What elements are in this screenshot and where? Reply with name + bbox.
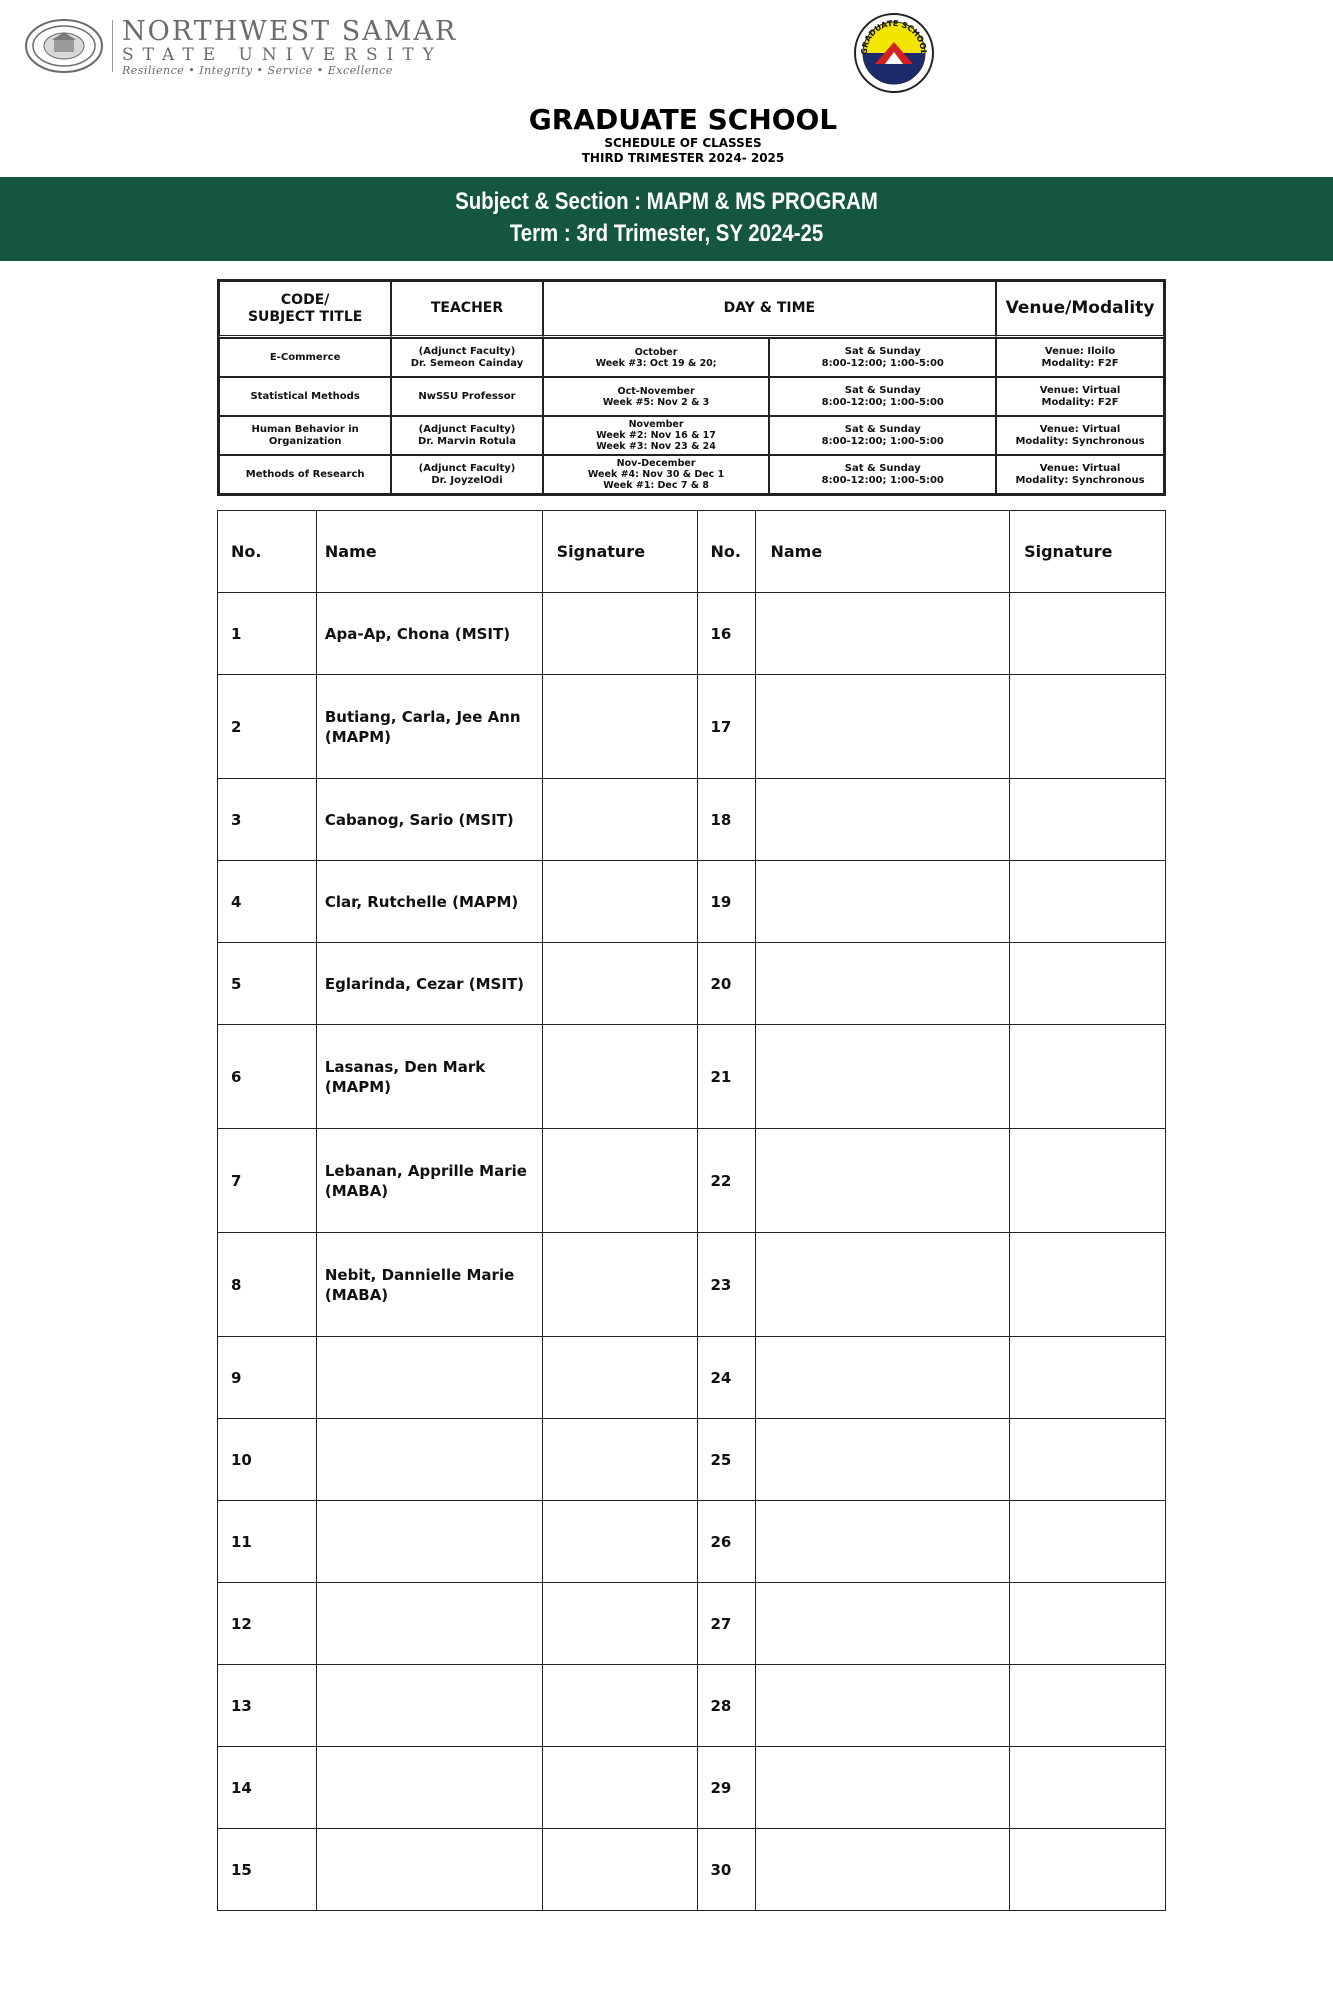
roster-number: 20: [698, 943, 756, 1025]
roster-number: 15: [218, 1829, 317, 1911]
roster-header-no-left: No.: [218, 511, 317, 593]
roster-header-no-right: No.: [698, 511, 756, 593]
schedule-header-row: [219, 281, 1164, 338]
signature-cell: [1010, 1025, 1166, 1129]
roster-name: [316, 1337, 542, 1419]
roster-name: [316, 1583, 542, 1665]
roster-name: [316, 1747, 542, 1829]
schedule-header-code: CODE/ SUBJECT TITLE: [219, 281, 391, 338]
roster-name: [756, 593, 1010, 675]
roster-header-signature-right: Signature: [1010, 511, 1166, 593]
table-row: [218, 1419, 1166, 1501]
banner-subject-section: Subject & Section : MAPM & MS PROGRAM: [455, 188, 878, 215]
signature-cell: [542, 1665, 698, 1747]
university-motto: Resilience • Integrity • Service • Excellence: [122, 64, 393, 77]
table-row: [218, 1583, 1166, 1665]
signature-cell: [542, 1583, 698, 1665]
page-subtitle-1: SCHEDULE OF CLASSES: [604, 136, 762, 150]
roster-number: 29: [698, 1747, 756, 1829]
roster-number: 30: [698, 1829, 756, 1911]
roster-header-row: [218, 511, 1166, 593]
university-seal-icon: [24, 18, 104, 74]
signature-cell: [1010, 943, 1166, 1025]
attendance-roster-table: [217, 510, 1166, 1911]
signature-cell: [1010, 675, 1166, 779]
section-banner: [0, 177, 1333, 261]
signature-cell: [1010, 779, 1166, 861]
schedule-row: [219, 455, 1164, 494]
roster-name: [756, 1829, 1010, 1911]
schedule-row: [219, 377, 1164, 416]
roster-header-name-left: Name: [316, 511, 542, 593]
roster-name: [316, 1665, 542, 1747]
table-row: [218, 861, 1166, 943]
signature-cell: [542, 1337, 698, 1419]
roster-number: 16: [698, 593, 756, 675]
schedule-header-day-time: DAY & TIME: [543, 281, 996, 338]
header-divider: [112, 20, 113, 72]
roster-name: Nebit, Dannielle Marie (MABA): [316, 1233, 542, 1337]
roster-number: 2: [218, 675, 317, 779]
signature-cell: [542, 779, 698, 861]
university-wordmark: [122, 18, 482, 78]
svg-text:GRADUATE SCHOOL: GRADUATE SCHOOL: [859, 18, 929, 56]
table-row: [218, 1829, 1166, 1911]
roster-number: 9: [218, 1337, 317, 1419]
roster-number: 12: [218, 1583, 317, 1665]
schedule-dates: November Week #2: Nov 16 & 17 Week #3: Nov 23 & 24: [543, 416, 770, 455]
table-row: [218, 943, 1166, 1025]
schedule-teacher: NwSSU Professor: [391, 377, 542, 416]
roster-name: Lasanas, Den Mark (MAPM): [316, 1025, 542, 1129]
roster-name: Lebanan, Apprille Marie (MABA): [316, 1129, 542, 1233]
schedule-row: [219, 416, 1164, 455]
signature-cell: [1010, 1233, 1166, 1337]
schedule-time: Sat & Sunday 8:00-12:00; 1:00-5:00: [769, 416, 996, 455]
page-subtitle-2: THIRD TRIMESTER 2024- 2025: [581, 151, 785, 165]
signature-cell: [1010, 1337, 1166, 1419]
schedule-venue: Venue: Iloilo Modality: F2F: [996, 338, 1164, 377]
signature-cell: [542, 1233, 698, 1337]
roster-name: [316, 1501, 542, 1583]
roster-name: [756, 1501, 1010, 1583]
roster-name: [756, 675, 1010, 779]
schedule-venue: Venue: Virtual Modality: Synchronous: [996, 455, 1164, 494]
roster-number: 6: [218, 1025, 317, 1129]
roster-number: 22: [698, 1129, 756, 1233]
roster-number: 17: [698, 675, 756, 779]
roster-name: Butiang, Carla, Jee Ann (MAPM): [316, 675, 542, 779]
roster-number: 28: [698, 1665, 756, 1747]
schedule-table: [217, 279, 1166, 496]
roster-name: [316, 1829, 542, 1911]
roster-name: Cabanog, Sario (MSIT): [316, 779, 542, 861]
table-row: [218, 1747, 1166, 1829]
roster-name: [756, 1747, 1010, 1829]
signature-cell: [542, 1025, 698, 1129]
roster-name: [756, 1665, 1010, 1747]
schedule-row: [219, 338, 1164, 377]
schedule-subject: Human Behavior in Organization: [219, 416, 391, 455]
signature-cell: [1010, 1747, 1166, 1829]
page-title: GRADUATE SCHOOL: [528, 103, 838, 136]
signature-cell: [1010, 1129, 1166, 1233]
table-row: [218, 1337, 1166, 1419]
table-row: [218, 1233, 1166, 1337]
roster-name: [756, 1337, 1010, 1419]
roster-name: [756, 1233, 1010, 1337]
university-name-line1: NORTHWEST SAMAR: [122, 16, 458, 47]
roster-number: 5: [218, 943, 317, 1025]
schedule-time: Sat & Sunday 8:00-12:00; 1:00-5:00: [769, 377, 996, 416]
schedule-header-venue: Venue/Modality: [996, 281, 1164, 338]
roster-name: [756, 1129, 1010, 1233]
roster-number: 26: [698, 1501, 756, 1583]
signature-cell: [1010, 1583, 1166, 1665]
roster-number: 13: [218, 1665, 317, 1747]
roster-number: 11: [218, 1501, 317, 1583]
schedule-header-teacher: TEACHER: [391, 281, 542, 338]
roster-name: [756, 943, 1010, 1025]
signature-cell: [1010, 1419, 1166, 1501]
roster-header-signature-left: Signature: [542, 511, 698, 593]
schedule-dates: October Week #3: Oct 19 & 20;: [543, 338, 770, 377]
table-row: [218, 1501, 1166, 1583]
signature-cell: [1010, 861, 1166, 943]
roster-name: Eglarinda, Cezar (MSIT): [316, 943, 542, 1025]
graduate-school-seal-icon: [853, 12, 935, 94]
roster-name: Apa-Ap, Chona (MSIT): [316, 593, 542, 675]
signature-cell: [542, 1501, 698, 1583]
roster-number: 27: [698, 1583, 756, 1665]
schedule-teacher: (Adjunct Faculty) Dr. Marvin Rotula: [391, 416, 542, 455]
roster-header-name-right: Name: [756, 511, 1010, 593]
banner-term: Term : 3rd Trimester, SY 2024-25: [509, 220, 824, 247]
roster-number: 21: [698, 1025, 756, 1129]
signature-cell: [1010, 1829, 1166, 1911]
signature-cell: [542, 1419, 698, 1501]
roster-number: 4: [218, 861, 317, 943]
schedule-teacher: (Adjunct Faculty) Dr. Semeon Cainday: [391, 338, 542, 377]
roster-name: [756, 1025, 1010, 1129]
roster-name: [756, 1419, 1010, 1501]
roster-number: 14: [218, 1747, 317, 1829]
table-row: [218, 675, 1166, 779]
table-row: [218, 593, 1166, 675]
signature-cell: [542, 943, 698, 1025]
roster-number: 18: [698, 779, 756, 861]
schedule-time: Sat & Sunday 8:00-12:00; 1:00-5:00: [769, 338, 996, 377]
signature-cell: [542, 593, 698, 675]
signature-cell: [1010, 593, 1166, 675]
roster-name: [756, 779, 1010, 861]
roster-name: [756, 1583, 1010, 1665]
signature-cell: [542, 1129, 698, 1233]
schedule-subject: Statistical Methods: [219, 377, 391, 416]
schedule-time: Sat & Sunday 8:00-12:00; 1:00-5:00: [769, 455, 996, 494]
schedule-teacher: (Adjunct Faculty) Dr. JoyzelOdi: [391, 455, 542, 494]
schedule-dates: Oct-November Week #5: Nov 2 & 3: [543, 377, 770, 416]
title-block: [0, 104, 1333, 166]
roster-number: 1: [218, 593, 317, 675]
roster-number: 8: [218, 1233, 317, 1337]
signature-cell: [1010, 1501, 1166, 1583]
table-row: [218, 779, 1166, 861]
roster-number: 23: [698, 1233, 756, 1337]
roster-number: 25: [698, 1419, 756, 1501]
signature-cell: [542, 675, 698, 779]
roster-number: 24: [698, 1337, 756, 1419]
schedule-subject: E-Commerce: [219, 338, 391, 377]
schedule-venue: Venue: Virtual Modality: F2F: [996, 377, 1164, 416]
table-row: [218, 1025, 1166, 1129]
schedule-venue: Venue: Virtual Modality: Synchronous: [996, 416, 1164, 455]
table-row: [218, 1665, 1166, 1747]
signature-cell: [1010, 1665, 1166, 1747]
roster-name: [756, 861, 1010, 943]
roster-number: 3: [218, 779, 317, 861]
signature-cell: [542, 1747, 698, 1829]
roster-name: [316, 1419, 542, 1501]
signature-cell: [542, 861, 698, 943]
schedule-subject: Methods of Research: [219, 455, 391, 494]
roster-number: 10: [218, 1419, 317, 1501]
roster-name: Clar, Rutchelle (MAPM): [316, 861, 542, 943]
schedule-dates: Nov-December Week #4: Nov 30 & Dec 1 Week #1: Dec 7 & 8: [543, 455, 770, 494]
table-row: [218, 1129, 1166, 1233]
roster-number: 7: [218, 1129, 317, 1233]
signature-cell: [542, 1829, 698, 1911]
university-name-line2: STATE UNIVERSITY: [122, 45, 443, 65]
roster-number: 19: [698, 861, 756, 943]
